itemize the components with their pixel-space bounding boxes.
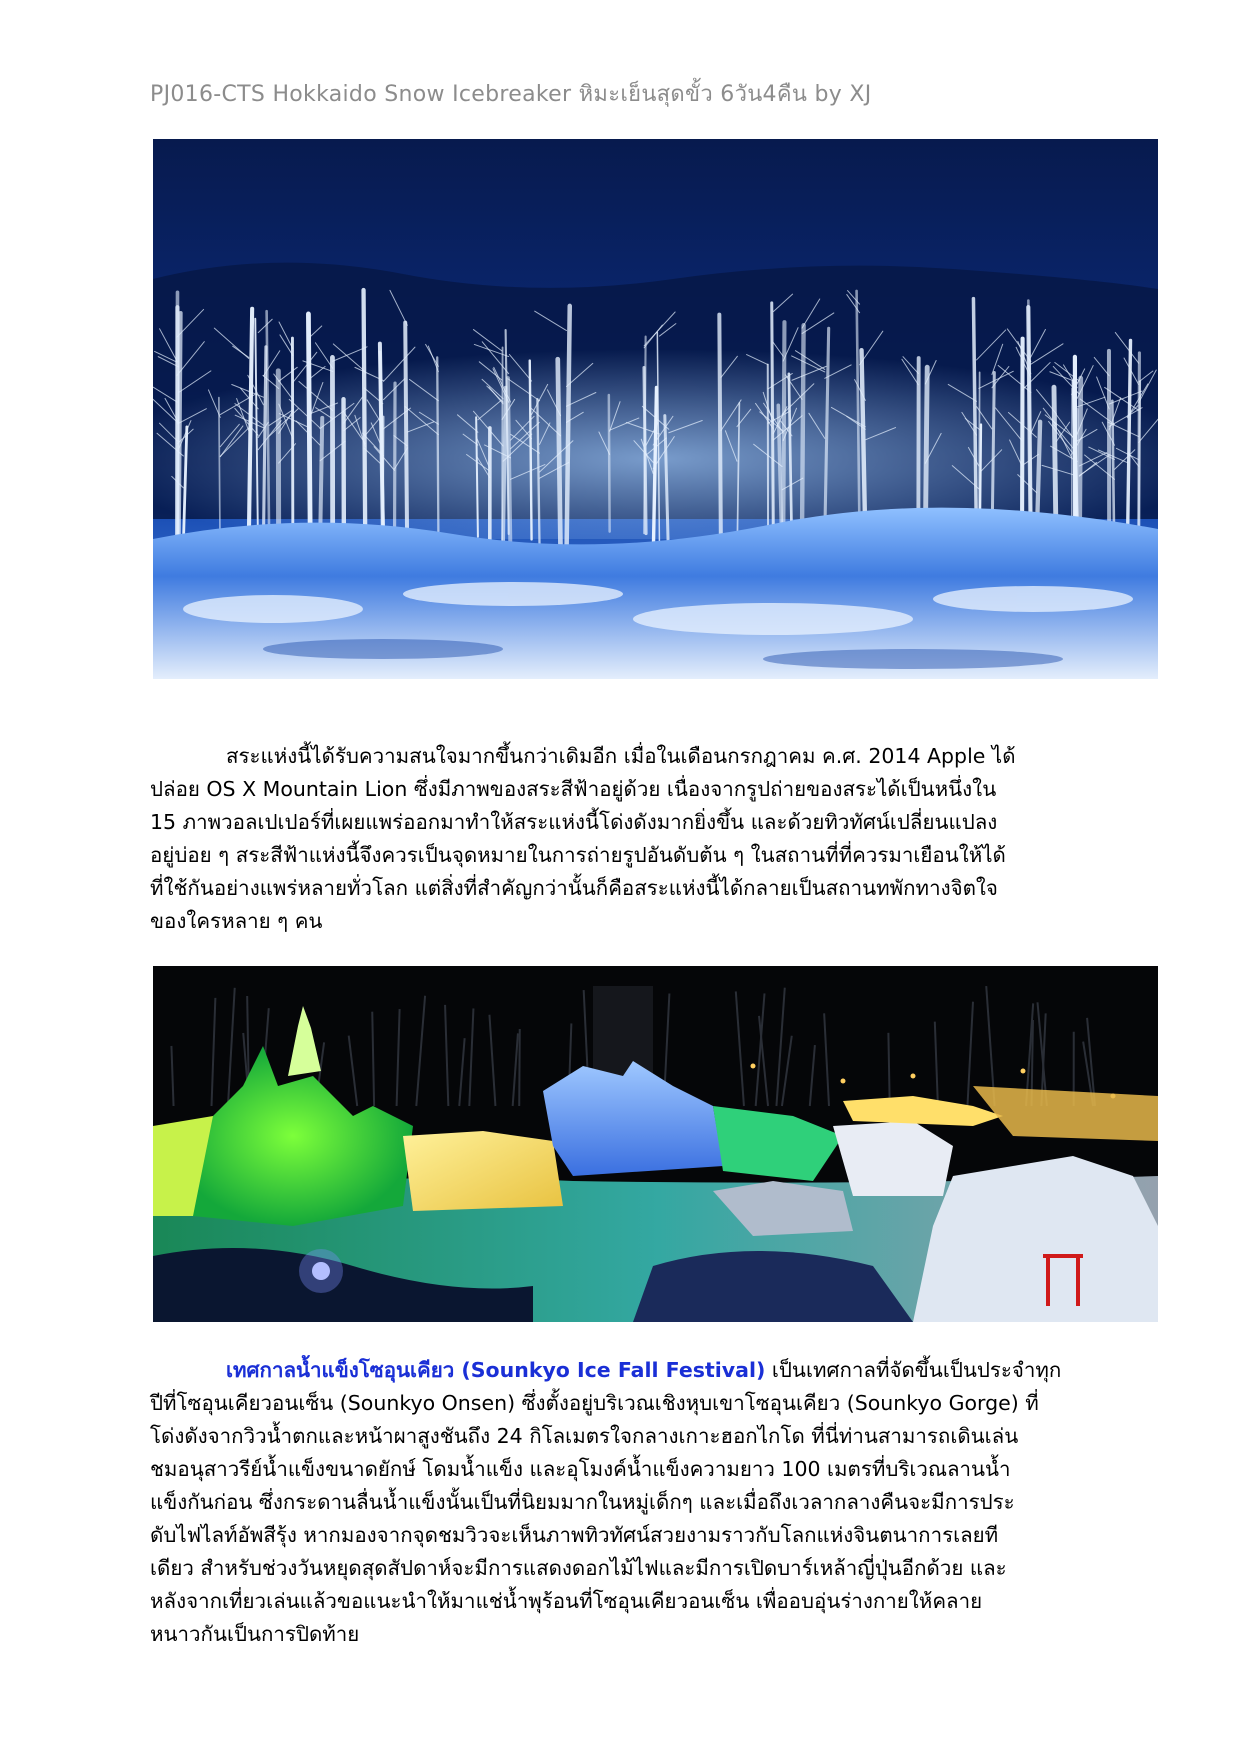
- blue-pond-night-photo: [153, 139, 1158, 679]
- festival-name-highlight: เทศกาลน้ำแข็งโซอุนเคียว (Sounkyo Ice Fall Festival): [226, 1358, 766, 1382]
- paragraph-first-line: [150, 1354, 1160, 1387]
- paragraph-line: แข็งกันก่อน ซึ่งกระดานลื่นน้ำแข็งนั้นเป็นที่นิยมมากในหมู่เด็กๆ และเมื่อถึงเวลากลางคืนจะมีการประ: [150, 1490, 1015, 1514]
- ice-fall-festival-photo: [153, 966, 1158, 1322]
- paragraph-line: อยู่บ่อย ๆ สระสีฟ้าแห่งนี้จึงควรเป็นจุดหมายในการถ่ายรูปอันดับต้น ๆ ในสถานที่ที่ควรมาเยือนให้ได้: [150, 843, 1006, 867]
- paragraph-line: ปีที่โซอุนเคียวอนเซ็น (Sounkyo Onsen) ซึ่งตั้งอยู่บริเวณเชิงหุบเขาโซอุนเคียว (Sounkyo Gorge) ที่: [150, 1391, 1039, 1415]
- paragraph-line: ดับไฟไลท์อัพสีรุ้ง หากมองจากจุดชมวิวจะเห็นภาพทิวทัศน์สวยงามราวกับโลกแห่งจินตนาการเลยที: [150, 1523, 999, 1547]
- paragraph-line: สระแห่งนี้ได้รับความสนใจมากขึ้นกว่าเดิมอีก เมื่อในเดือนกรกฎาคม ค.ศ. 2014 Apple ได้: [226, 744, 1016, 768]
- blue-pond-paragraph: [150, 740, 1160, 938]
- paragraph-line: โด่งดังจากวิวน้ำตกและหน้าผาสูงชันถึง 24 กิโลเมตรใจกลางเกาะฮอกไกโด ที่นี่ท่านสามารถเดินเล่น: [150, 1424, 1019, 1448]
- ice-festival-paragraph: [150, 1354, 1160, 1651]
- paragraph-line: 15 ภาพวอลเปเปอร์ที่เผยแพร่ออกมาทำให้สระแห่งนี้โด่งดังมากยิ่งขึ้น และด้วยทิวทัศน์เปลี่ยนแปลง: [150, 810, 998, 834]
- paragraph-line: หนาวกันเป็นการปิดท้าย: [150, 1622, 360, 1646]
- page-header: PJ016-CTS Hokkaido Snow Icebreaker หิมะเย็นสุดขั้ว 6วัน4คืน by XJ: [150, 82, 872, 107]
- paragraph-line: เดียว สำหรับช่วงวันหยุดสุดสัปดาห์จะมีการแสดงดอกไม้ไฟและมีการเปิดบาร์เหล้าญี่ปุ่นอีกด้วย และ: [150, 1556, 1007, 1580]
- paragraph-line: ที่ใช้กันอย่างแพร่หลายทั่วโลก แต่สิ่งที่สำคัญกว่านั้นก็คือสระแห่งนี้ได้กลายเป็นสถานทพักทางจิตใจ: [150, 876, 998, 900]
- paragraph-line: หลังจากเที่ยวเล่นแล้วขอแนะนำให้มาแช่น้ำพุร้อนที่โซอุนเคียวอนเซ็น เพื่ออบอุ่นร่างกายให้คลาย: [150, 1589, 983, 1613]
- paragraph-line-rest: เป็นเทศกาลที่จัดขึ้นเป็นประจำทุก: [765, 1358, 1062, 1382]
- paragraph-line: ของใครหลาย ๆ คน: [150, 909, 323, 933]
- paragraph-line: ชมอนุสาวรีย์น้ำแข็งขนาดยักษ์ โดมน้ำแข็ง และอุโมงค์น้ำแข็งความยาว 100 เมตรที่บริเวณลานน้ำ: [150, 1457, 1011, 1481]
- paragraph-line: ปล่อย OS X Mountain Lion ซึ่งมีภาพของสระสีฟ้าอยู่ด้วย เนื่องจากรูปถ่ายของสระได้เป็นหนึ่งใน: [150, 777, 997, 801]
